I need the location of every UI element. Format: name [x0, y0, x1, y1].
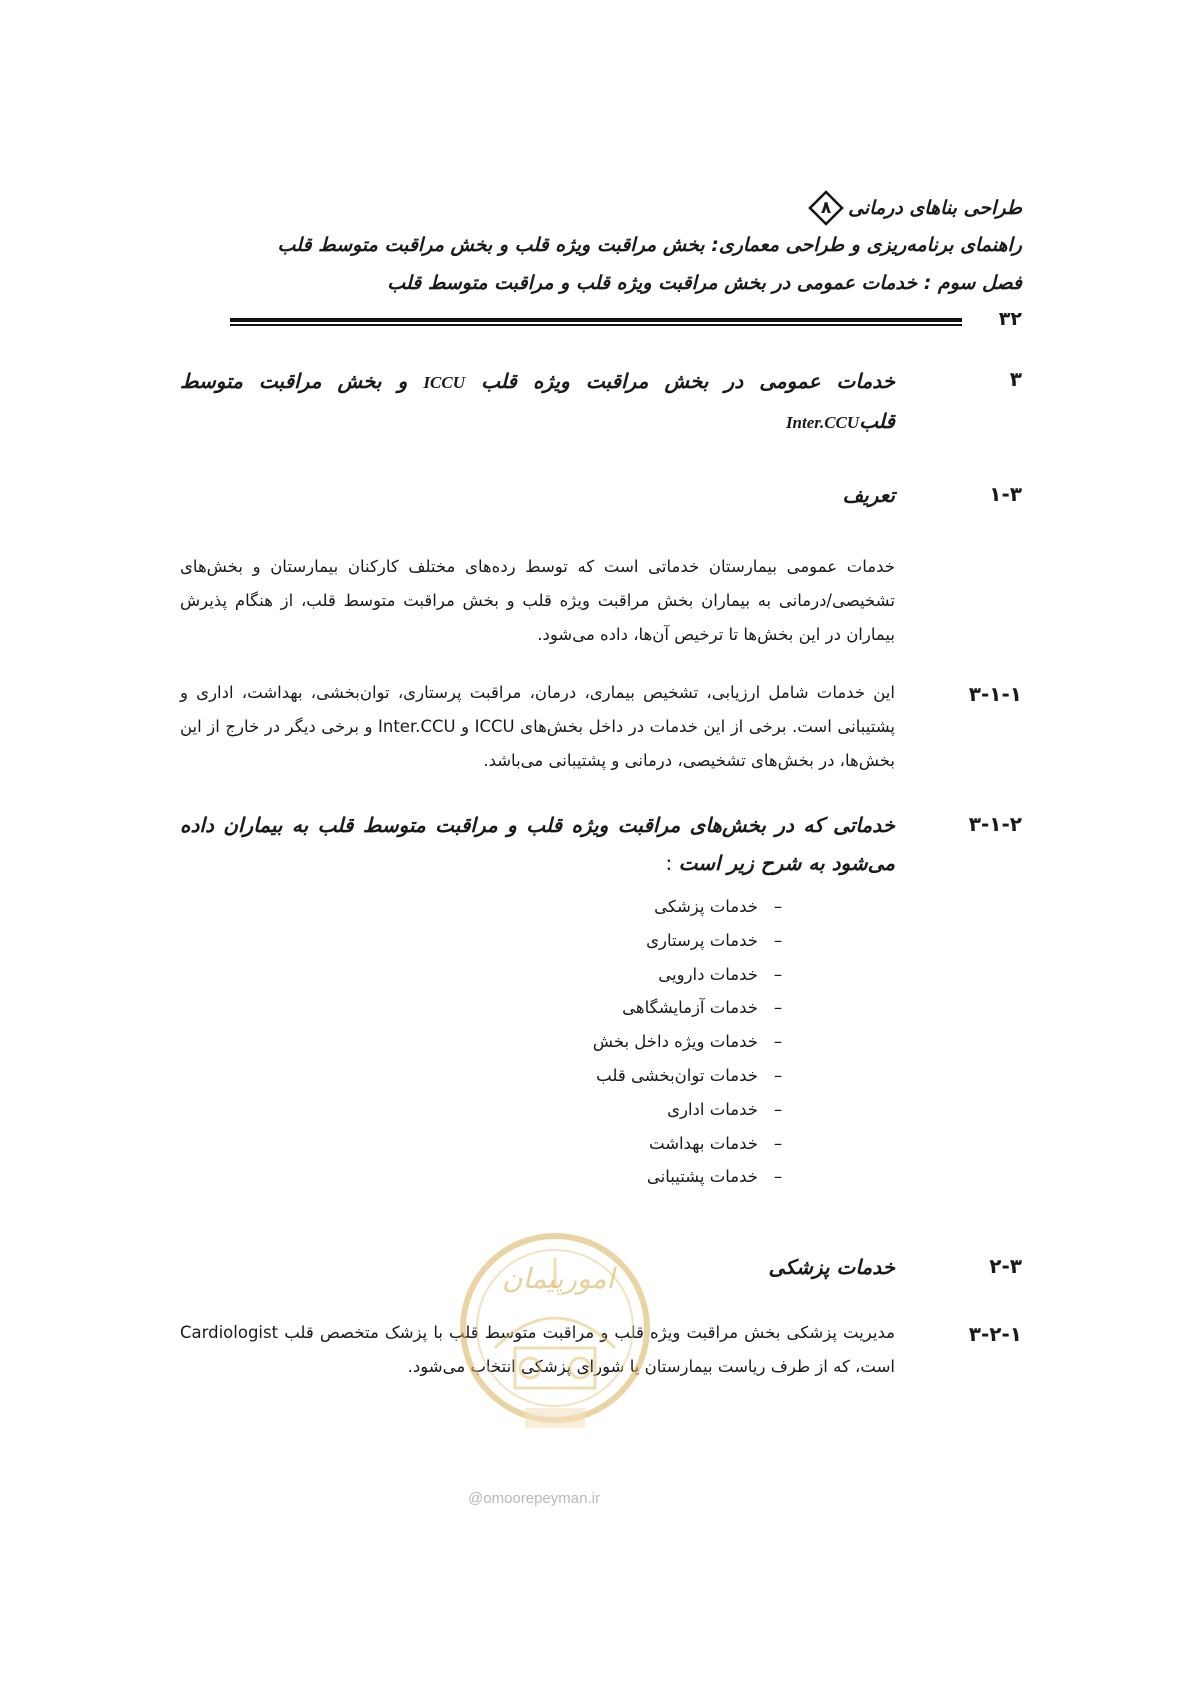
clause-paragraph: مدیریت پزشکی بخش مراقبت ویژه قلب و مراقبت متوسط قلب با پزشک متخصص قلب Cardiologist است، که از طرف ریاست بیمارستان یا شورای پزشکی انتخاب می‌شود.	[180, 1323, 895, 1376]
bullet: –	[773, 964, 783, 984]
section-heading: خدمات عمومی در بخش مراقبت ویژه قلب ICCU و بخش مراقبت متوسط قلبInter.CCU	[180, 369, 896, 433]
series-number: ۸	[820, 198, 832, 218]
clause-heading: خدماتی که در بخش‌های مراقبت ویژه قلب و مراقبت متوسط قلب به بیماران داده می‌شود به شرح زیر است :	[180, 813, 895, 875]
bullet: –	[773, 1167, 783, 1187]
bullet: –	[773, 1099, 783, 1119]
running-header-title	[808, 190, 1022, 226]
list-item: – خدمات پشتیبانی	[593, 1160, 798, 1194]
list-item: – خدمات پرستاری	[593, 924, 798, 958]
definition-paragraph: خدمات عمومی بیمارستان خدماتی است که توسط رده‌های مختلف کارکنان بیمارستان و بخش‌های تشخیصی/درمانی به بیماران بخش مراقبت ویژه قلب و بخش مراقبت متوسط قلب، از هنگام پذیرش بیماران در این بخش‌ها تا ترخیص آن‌ها، داده می‌شود.	[180, 557, 895, 644]
bullet: –	[773, 1032, 783, 1052]
subsection-heading: خدمات پزشکی	[768, 1255, 895, 1279]
watermark-site: @omoorepeyman.ir	[468, 1490, 600, 1507]
series-title: طراحی بناهای درمانی	[848, 197, 1022, 219]
clause-number: ۳-۲-۱	[968, 1322, 1022, 1346]
bullet: –	[773, 1133, 783, 1153]
page-number: ۳۲	[998, 308, 1022, 330]
header-rule-thin	[230, 324, 962, 326]
section-number: ۳	[1009, 367, 1022, 391]
list-item: – خدمات اداری	[593, 1093, 798, 1127]
list-item: – خدمات آزمایشگاهی	[593, 991, 798, 1025]
running-header-subtitle: راهنمای برنامه‌ریزی و طراحی معماری: بخش مراقبت ویژه قلب و بخش مراقبت متوسط قلب	[277, 234, 1022, 256]
list-item: – خدمات ویژه داخل بخش	[593, 1025, 798, 1059]
subsection-heading: تعریف	[842, 483, 895, 507]
clause-paragraph: این خدمات شامل ارزیابی، تشخیص بیماری، درمان، مراقبت پرستاری، توان‌بخشی، بهداشت، اداری و پشتیبانی است. برخی از این خدمات در داخل بخش‌های ICCU و Inter.CCU و برخی دیگر در خارج از این بخش‌ها، در بخش‌های تشخیصی، درمانی و پشتیبانی می‌باشد.	[180, 683, 896, 770]
list-item: – خدمات بهداشت	[593, 1127, 798, 1161]
list-item: – خدمات توان‌بخشی قلب	[593, 1059, 798, 1093]
watermark-logo-text: امورپیمان	[502, 1262, 615, 1295]
subsection-number: ۱-۳	[989, 482, 1022, 506]
clause-number: ۳-۱-۱	[968, 682, 1022, 706]
series-number-diamond-icon	[808, 190, 844, 226]
header-rule-thick	[230, 318, 962, 322]
list-item: – خدمات دارویی	[593, 958, 798, 992]
bullet: –	[773, 998, 783, 1018]
subsection-number: ۲-۳	[989, 1254, 1022, 1278]
services-list	[593, 890, 798, 1194]
bullet: –	[773, 1065, 783, 1085]
running-header-chapter: فصل سوم : خدمات عمومی در بخش مراقبت ویژه قلب و مراقبت متوسط قلب	[387, 272, 1022, 294]
bullet: –	[773, 897, 783, 916]
list-item: – خدمات پزشکی	[593, 890, 798, 924]
clause-number: ۳-۱-۲	[968, 812, 1022, 836]
bullet: –	[773, 930, 783, 950]
